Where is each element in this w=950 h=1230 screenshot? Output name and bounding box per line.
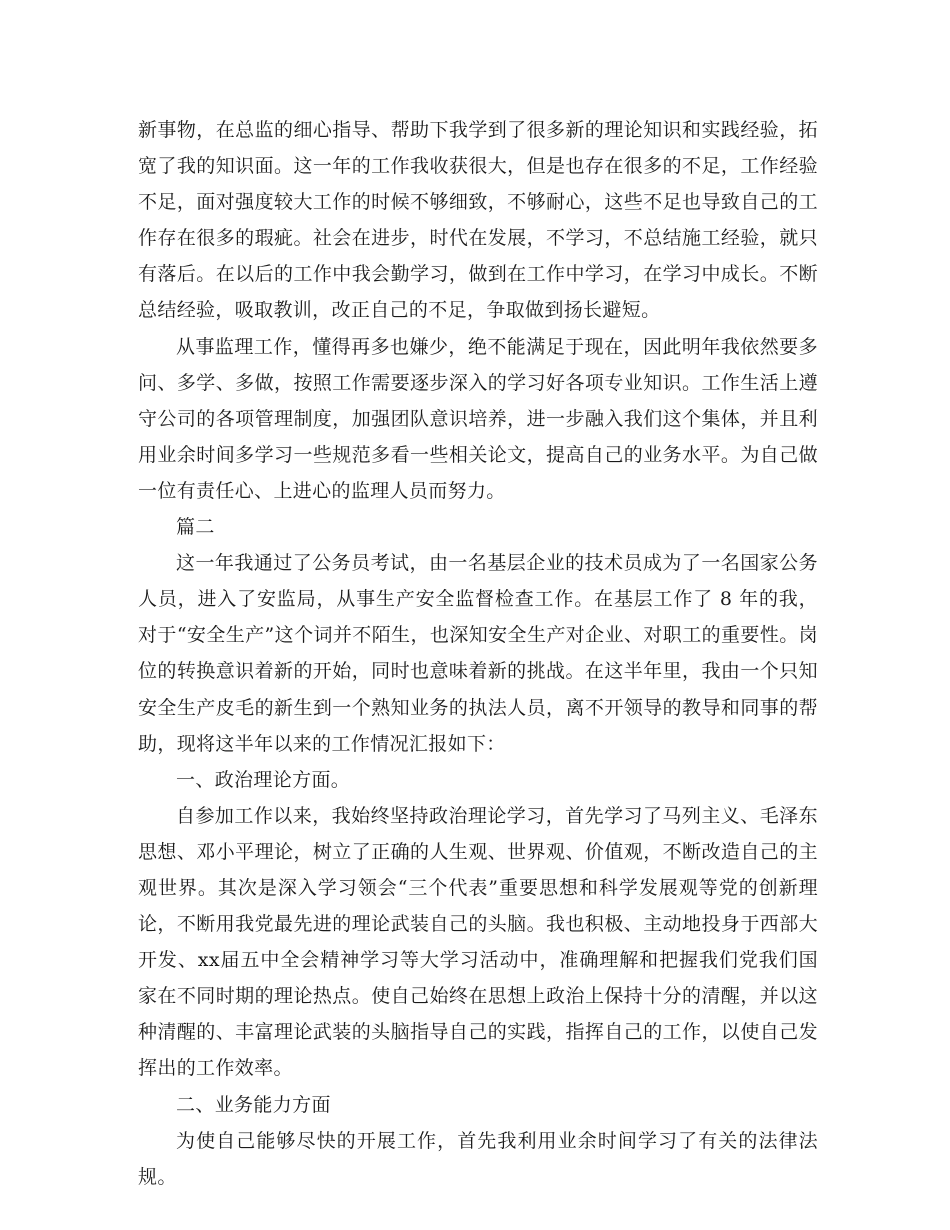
section-heading-business-ability: 二、业务能力方面: [176, 1093, 331, 1116]
paragraph-business-study: 为使自己能够尽快的开展工作，首先我利用业余时间学习了有关的法律法规。: [138, 1129, 818, 1188]
document-body: [138, 112, 818, 1195]
paragraph-supervision-work: 从事监理工作，懂得再多也嫌少，绝不能满足于现在，因此明年我依然要多问、多学、多做，按照工作需要逐步深入的学习好各项专业知识。工作生活上遵守公司的各项管理制度，加强团队意识培养，进一步融入我们这个集体，并且利用业余时间多学习一些规范多看一些相关论文，提高自己的业务水平。为自己做一位有责任心、上进心的监理人员而努力。: [138, 335, 818, 502]
section-heading-political-theory: 一、政治理论方面。: [176, 768, 351, 791]
paragraph-political-study: 自参加工作以来，我始终坚持政治理论学习，首先学习了马列主义、毛泽东思想、邓小平理论，树立了正确的人生观、世界观、价值观，不断改造自己的主观世界。其次是深入学习领会“三个代表”重要思想和科学发展观等党的创新理论，不断用我党最先进的理论武装自己的头脑。我也积极、主动地投身于西部大开发、xx届五中全会精神学习等大学习活动中，准确理解和把握我们党我们国家在不同时期的理论热点。使自己始终在思想上政治上保持十分的清醒，并以这种清醒的、丰富理论武装的头脑指导自己的实践，指挥自己的工作，以使自己发挥出的工作效率。: [138, 804, 818, 1080]
section-heading-part-two: 篇二: [176, 516, 215, 539]
paragraph-continuation: 新事物，在总监的细心指导、帮助下我学到了很多新的理论知识和实践经验，拓宽了我的知识面。这一年的工作我收获很大，但是也存在很多的不足，工作经验不足，面对强度较大工作的时候不够细致，不够耐心，这些不足也导致自己的工作存在很多的瑕疵。社会在进步，时代在发展，不学习，不总结施工经验，就只有落后。在以后的工作中我会勤学习，做到在工作中学习，在学习中成长。不断总结经验，吸取教训，改正自己的不足，争取做到扬长避短。: [138, 119, 818, 322]
paragraph-civil-servant-intro: 这一年我通过了公务员考试，由一名基层企业的技术员成为了一名国家公务人员，进入了安监局，从事生产安全监督检查工作。在基层工作了 8 年的我，对于“安全生产”这个词并不陌生，也深知安全生产对企业、对职工的重要性。岗位的转换意识着新的开始，同时也意味着新的挑战。在这半年里，我由一个只知安全生产皮毛的新生到一个熟知业务的执法人员，离不开领导的教导和同事的帮助，现将这半年以来的工作情况汇报如下：: [138, 552, 818, 755]
